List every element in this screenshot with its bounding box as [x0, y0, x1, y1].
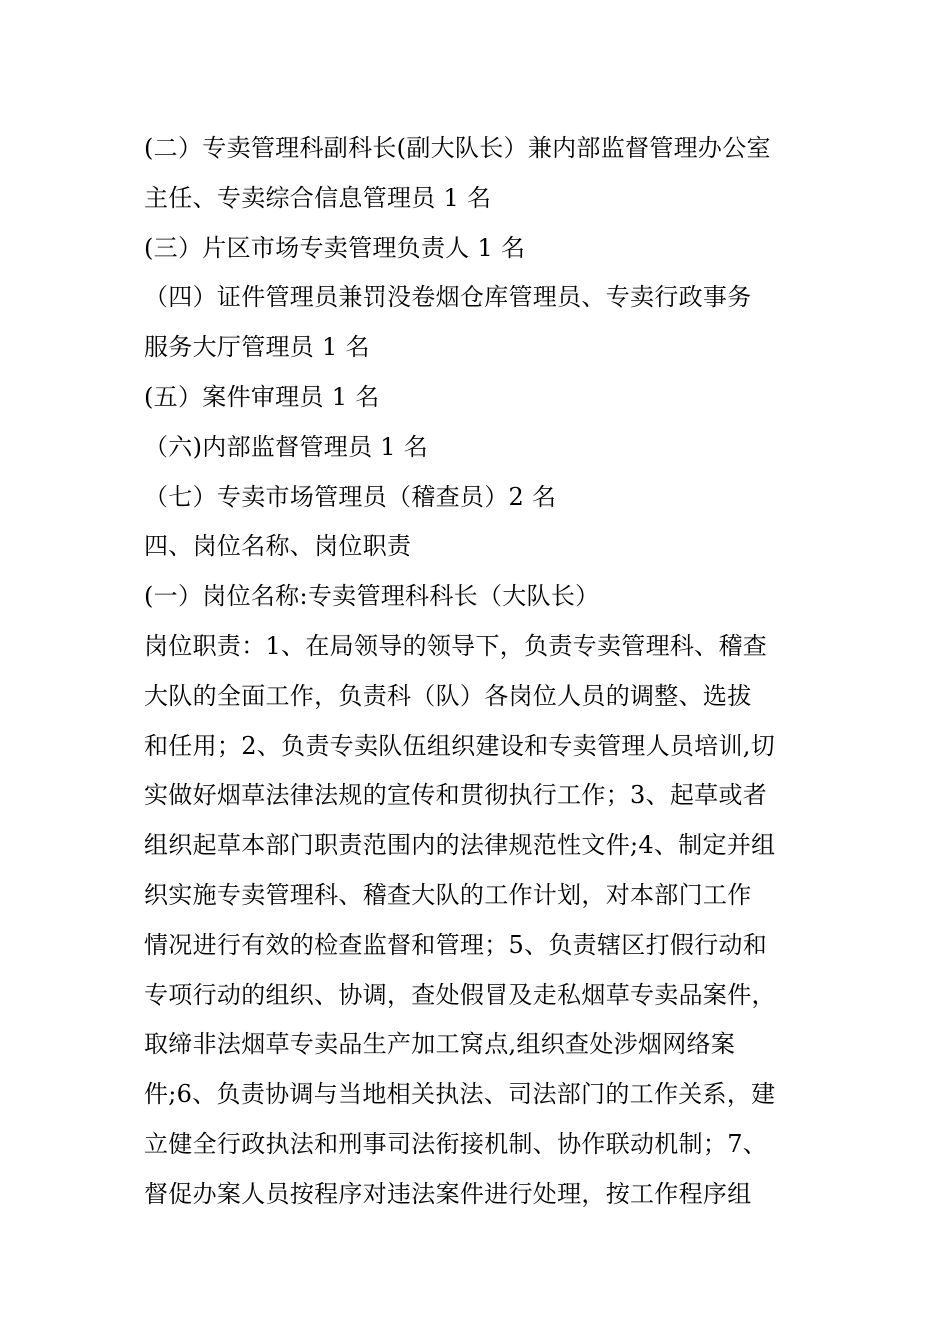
text-line: (二）专卖管理科副科长(副大队长）兼内部监督管理办公室: [144, 134, 771, 162]
text-line: 大队的全面工作，负责科（队）各岗位人员的调整、选拔: [144, 681, 752, 710]
text-line: 和任用；2、负责专卖队伍组织建设和专卖管理人员培训,切: [144, 731, 775, 760]
text-line: 督促办案人员按程序对违法案件进行处理，按工作程序组: [144, 1179, 752, 1208]
text-line: 组织起草本部门职责范围内的法律规范性文件;4、制定并组: [144, 831, 776, 860]
text-line: （七）专卖市场管理员（稽查员）2 名: [144, 482, 557, 511]
text-line: (一）岗位名称:专卖管理科科长（大队长）: [144, 582, 600, 611]
text-line: 岗位职责：1、在局领导的领导下，负责专卖管理科、稽查: [144, 631, 768, 660]
text-line: 取缔非法烟草专卖品生产加工窝点,组织查处涉烟网络案: [144, 1030, 736, 1059]
text-line: 主任、专卖综合信息管理员 1 名: [144, 183, 492, 212]
section-heading: 四、岗位名称、岗位职责: [144, 532, 412, 561]
text-line: （四）证件管理员兼罚没卷烟仓库管理员、专卖行政事务: [144, 283, 752, 312]
text-line: 专项行动的组织、协调，查处假冒及走私烟草专卖品案件，: [144, 980, 776, 1009]
document-body: [144, 124, 812, 1220]
text-line: 件;6、负责协调与当地相关执法、司法部门的工作关系，建: [144, 1080, 776, 1109]
text-line: 服务大厅管理员 1 名: [144, 333, 370, 362]
text-line: (五）案件审理员 1 名: [144, 382, 380, 411]
text-line: 实做好烟草法律法规的宣传和贯彻执行工作；3、起草或者: [144, 781, 768, 810]
text-line: （六)内部监督管理员 1 名: [144, 432, 429, 461]
text-line: 情况进行有效的检查监督和管理；5、负责辖区打假行动和: [144, 930, 768, 959]
text-line: (三）片区市场专卖管理负责人 1 名: [144, 233, 526, 262]
text-line: 立健全行政执法和刑事司法衔接机制、协作联动机制；7、: [144, 1129, 768, 1158]
text-line: 织实施专卖管理科、稽查大队的工作计划，对本部门工作: [144, 880, 752, 909]
